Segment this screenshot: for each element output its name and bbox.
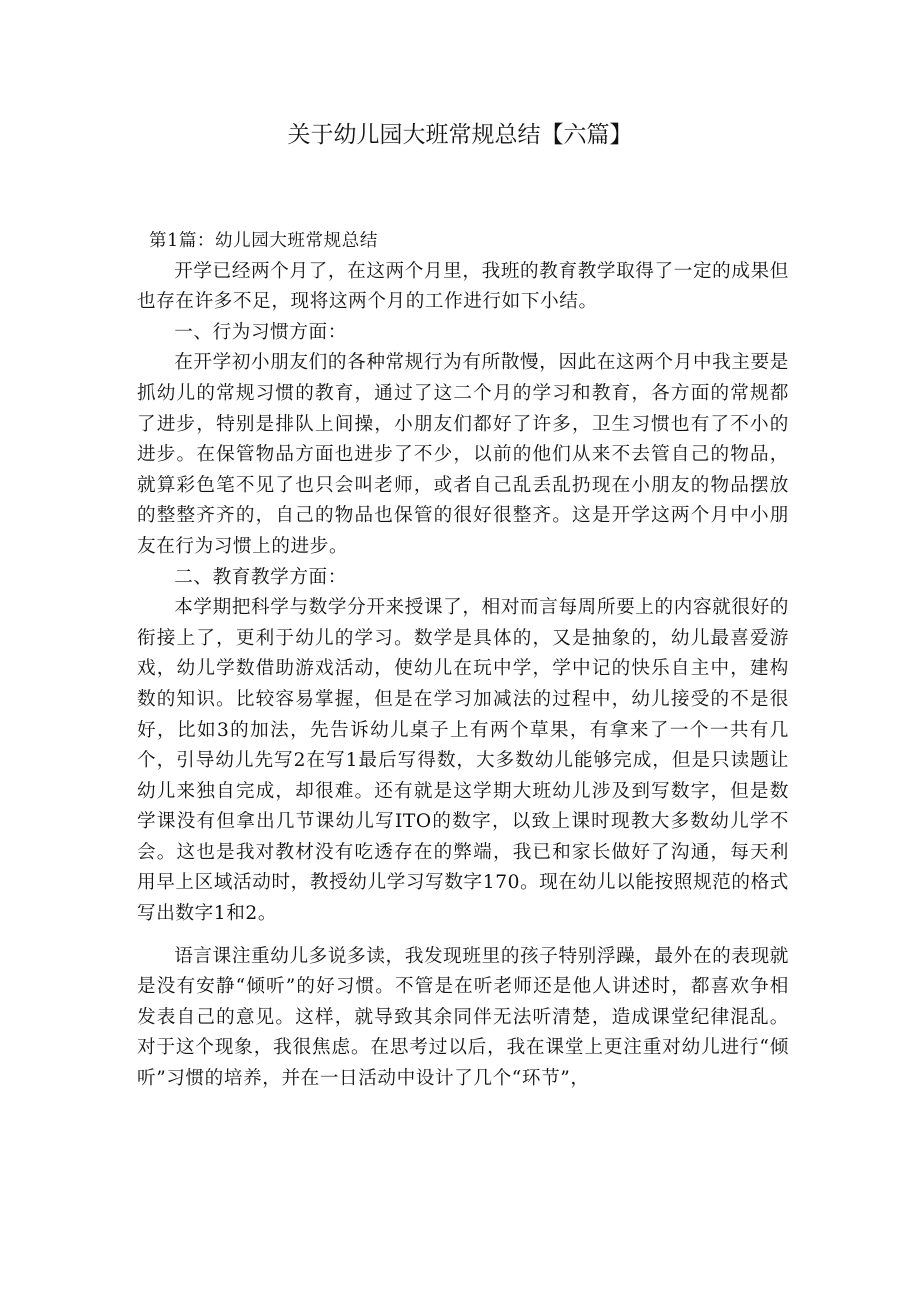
paragraph-language: 语言课注重幼儿多说多读，我发现班里的孩子特别浮躁，最外在的表现就是没有安静“倾听”的好习惯。不管是在听老师还是他人讲述时，都喜欢争相发表自己的意见。这样，就导致其余同伴无法听清楚，造成课堂纪律混乱。对于这个现象，我很焦虑。在思考过以后，我在课堂上更注重对幼儿进行“倾听”习惯的培养，并在一日活动中设计了几个“环节”， — [137, 945, 789, 1090]
document-body — [137, 226, 789, 1095]
section-heading-behavior: 一、行为习惯方面： — [174, 321, 347, 343]
paragraph-intro: 开学已经两个月了，在这两个月里，我班的教育教学取得了一定的成果但也存在许多不足，现将这两个月的工作进行如下小结。 — [137, 260, 789, 313]
chapter-heading: 第1篇：幼儿园大班常规总结 — [149, 231, 378, 251]
document-title: 关于幼儿园大班常规总结【六篇】 — [287, 122, 633, 148]
paragraph-math: 本学期把科学与数学分开来授课了，相对而言每周所要上的内容就很好的衔接上了，更利于幼儿的学习。数学是具体的，又是抽象的，幼儿最喜爱游戏，幼儿学数借助游戏活动，使幼儿在玩中学，学中记的快乐自主中，建构数的知识。比较容易掌握，但是在学习加减法的过程中，幼儿接受的不是很好，比如3的加法，先告诉幼儿桌子上有两个草果，有拿来了一个一共有几个，引导幼儿先写2在写1最后写得数，大多数幼儿能够完成，但是只读题让幼儿来独自完成，却很难。还有就是这学期大班幼儿涉及到写数字，但是数学课没有但拿出几节课幼儿写ITO的数字，以致上课时现教大多数幼儿学不会。这也是我对教材没有吃透存在的弊端，我已和家长做好了沟通，每天利用早上区域活动时，教授幼儿学习写数字170。现在幼儿以能按照规范的格式写出数字1和2。 — [137, 597, 789, 925]
section-heading-teaching: 二、教育教学方面： — [174, 566, 347, 588]
paragraph-behavior: 在开学初小朋友们的各种常规行为有所散慢，因此在这两个月中我主要是抓幼儿的常规习惯的教育，通过了这二个月的学习和教育，各方面的常规都了进步，特别是排队上间操，小朋友们都好了许多，卫生习惯也有了不小的进步。在保管物品方面也进步了不少，以前的他们从来不去管自己的物品，就算彩色笔不见了也只会叫老师，或者自己乱丢乱扔现在小朋友的物品摆放的整整齐齐的，自己的物品也保管的很好很整齐。这是开学这两个月中小朋友在行为习惯上的进步。 — [137, 352, 789, 557]
